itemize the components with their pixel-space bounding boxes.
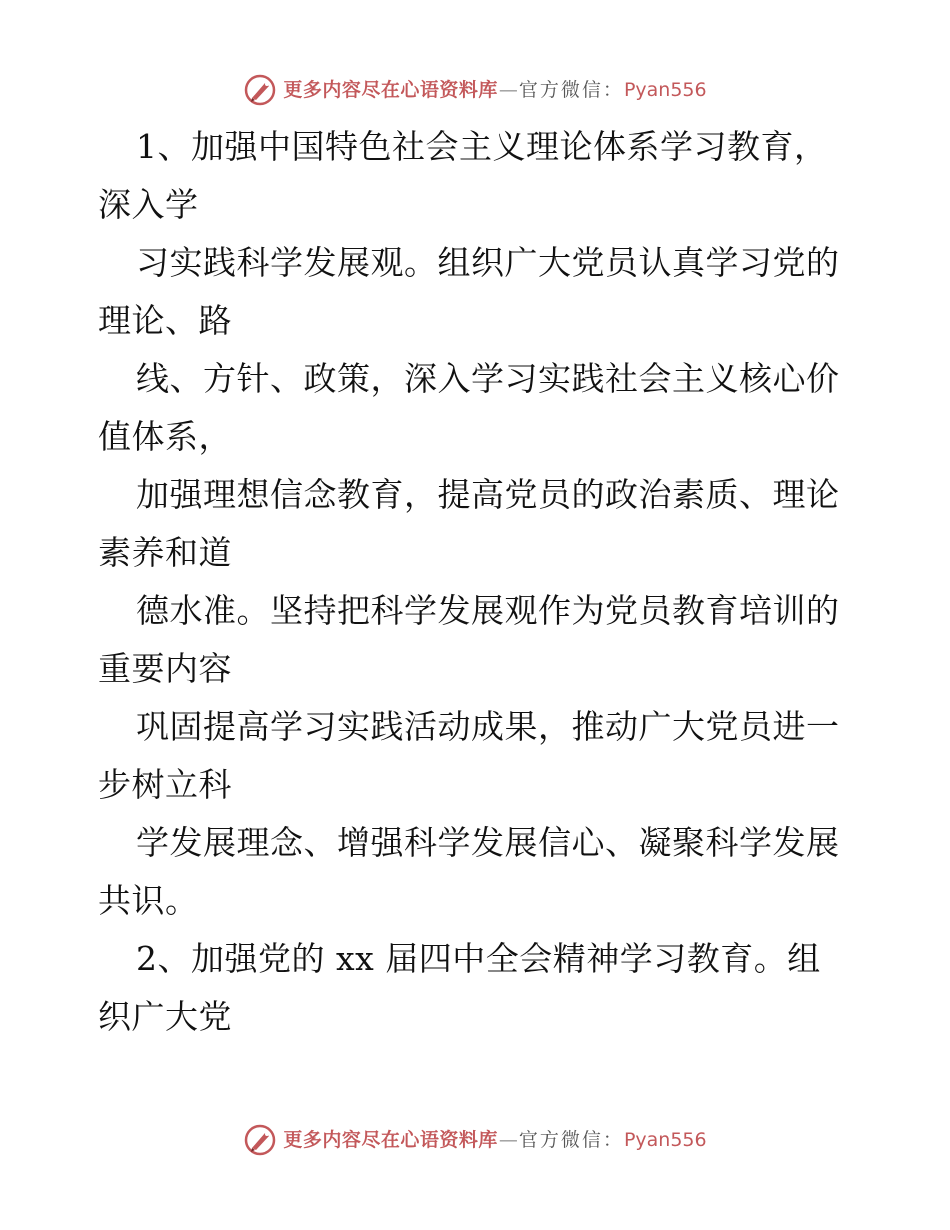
banner-wechat-id: Pyan556 bbox=[623, 1128, 707, 1151]
body-line: 重要内容 bbox=[98, 649, 232, 688]
body-line: 线、方针、政策，深入学习实践社会主义核心价 bbox=[136, 359, 840, 398]
banner-wechat-label: 官方微信： bbox=[518, 1128, 624, 1151]
body-line: 1、加强中国特色社会主义理论体系学习教育， bbox=[136, 127, 828, 166]
body-line: 德水准。坚持把科学发展观作为党员教育培训的 bbox=[136, 591, 840, 630]
body-line: 习实践科学发展观。组织广大党员认真学习党的 bbox=[136, 243, 840, 282]
banner-main-text: 更多内容尽在心语资料库 bbox=[283, 1128, 498, 1151]
footer-banner bbox=[0, 1120, 950, 1160]
body-line: 巩固提高学习实践活动成果，推动广大党员进一 bbox=[136, 707, 840, 746]
pen-logo-icon bbox=[243, 1123, 277, 1157]
banner-main-text: 更多内容尽在心语资料库 bbox=[283, 78, 498, 101]
body-line: 学发展理念、增强科学发展信心、凝聚科学发展 bbox=[136, 823, 840, 862]
body-line: 素养和道 bbox=[98, 533, 232, 572]
body-line: 织广大党 bbox=[98, 997, 232, 1036]
body-line: 值体系， bbox=[98, 417, 232, 456]
document-body bbox=[98, 118, 858, 1046]
banner-wechat-id: Pyan556 bbox=[623, 78, 707, 101]
footer-banner-text bbox=[283, 1128, 707, 1151]
header-banner bbox=[0, 70, 950, 110]
body-line: 深入学 bbox=[98, 185, 199, 224]
banner-dash: — bbox=[498, 78, 518, 101]
header-banner-text bbox=[283, 78, 707, 101]
pen-logo-icon bbox=[243, 73, 277, 107]
body-line: 2、加强党的 xx 届四中全会精神学习教育。组 bbox=[136, 939, 821, 978]
body-line: 理论、路 bbox=[98, 301, 232, 340]
body-line: 步树立科 bbox=[98, 765, 232, 804]
banner-wechat-label: 官方微信： bbox=[518, 78, 624, 101]
banner-dash: — bbox=[498, 1128, 518, 1151]
body-line: 共识。 bbox=[98, 881, 199, 920]
body-line: 加强理想信念教育，提高党员的政治素质、理论 bbox=[136, 475, 840, 514]
